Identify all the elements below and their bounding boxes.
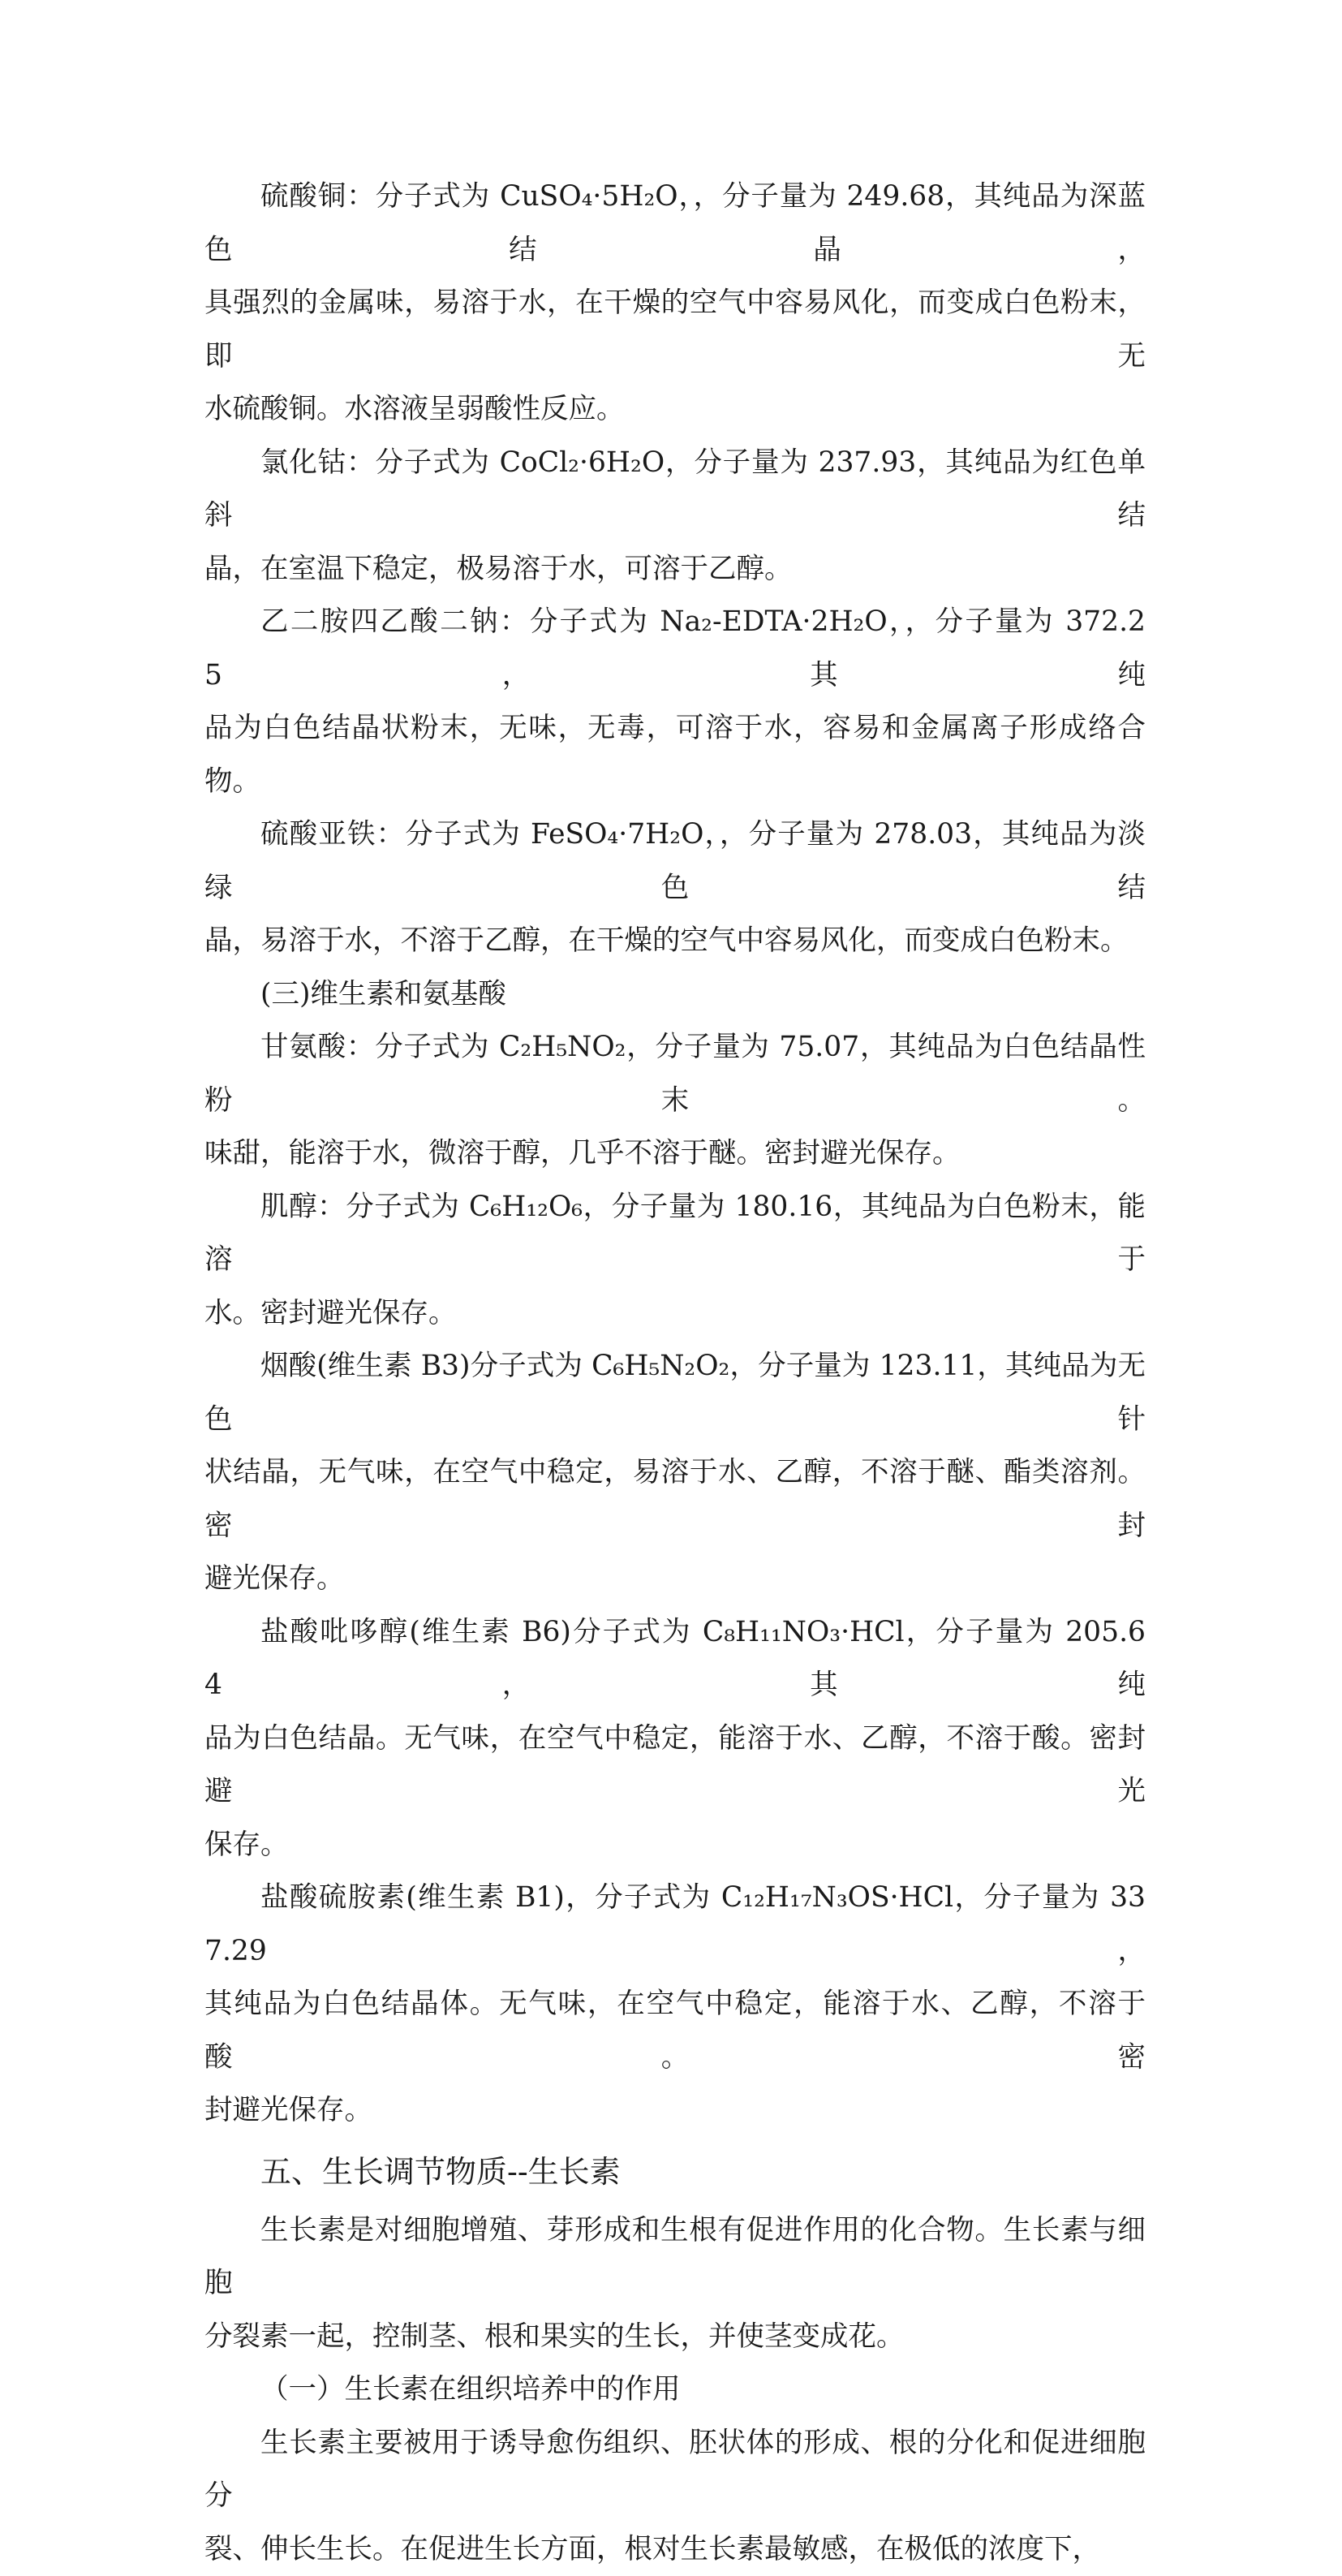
text-line: 避光保存。: [204, 1553, 1146, 1606]
text-line: 其纯品为白色结晶体。无气味，在空气中稳定，能溶于水、乙醇，不溶于酸。密: [204, 1978, 1146, 2084]
text-line: 味甜，能溶于水，微溶于醇，几乎不溶于醚。密封避光保存。: [204, 1127, 1146, 1181]
text-line: 盐酸硫胺素(维生素 B1)，分子式为 C₁₂H₁₇N₃OS·HCl，分子量为 337.29，: [204, 1872, 1146, 1978]
text-line: 盐酸吡哆醇(维生素 B6)分子式为 C₈H₁₁NO₃·HCl，分子量为 205.64，其纯: [204, 1606, 1146, 1712]
subheading-auxin-role: （一）生长素在组织培养中的作用: [204, 2363, 1146, 2417]
text-line: 分裂素一起，控制茎、根和果实的生长，并使茎变成花。: [204, 2311, 1146, 2364]
paragraph-cobalt-chloride: [204, 437, 1146, 597]
text-line: 水硫酸铜。水溶液呈弱酸性反应。: [204, 383, 1146, 437]
text-line: 生长素主要被用于诱导愈伤组织、胚状体的形成、根的分化和促进细胞分: [204, 2417, 1146, 2523]
text-line: 水。密封避光保存。: [204, 1287, 1146, 1341]
paragraph-thiamine: [204, 1872, 1146, 2138]
text-line: 乙二胺四乙酸二钠：分子式为 Na₂-EDTA·2H₂O，，分子量为 372.25，其纯: [204, 596, 1146, 702]
text-line: 品为白色结晶。无气味，在空气中稳定，能溶于水、乙醇，不溶于酸。密封避光: [204, 1712, 1146, 1819]
text-line: 保存。: [204, 1819, 1146, 1872]
subheading-vitamins-amino-acids: (三)维生素和氨基酸: [204, 968, 1146, 1022]
text-line: 烟酸(维生素 B3)分子式为 C₆H₅N₂O₂，分子量为 123.11，其纯品为无色针: [204, 1340, 1146, 1446]
paragraph-pyridoxine: [204, 1606, 1146, 1872]
text-line: 甘氨酸：分子式为 C₂H₅NO₂，分子量为 75.07，其纯品为白色结晶性粉末。: [204, 1021, 1146, 1127]
page-content: [204, 170, 1146, 2576]
text-line: 裂、伸长生长。在促进生长方面，根对生长素最敏感，在极低的浓度下，: [204, 2523, 1146, 2576]
section-heading-growth-regulators: 五、生长调节物质--生长素: [204, 2139, 1146, 2204]
paragraph-auxin-role: [204, 2417, 1146, 2576]
text-line: 氯化钴：分子式为 CoCl₂·6H₂O，分子量为 237.93，其纯品为红色单斜结: [204, 437, 1146, 543]
paragraph-niacin: [204, 1340, 1146, 1606]
text-line: 晶，易溶于水，不溶于乙醇，在干燥的空气中容易风化，而变成白色粉末。: [204, 915, 1146, 968]
paragraph-edta: [204, 596, 1146, 808]
paragraph-inositol: [204, 1181, 1146, 1341]
text-line: 封避光保存。: [204, 2084, 1146, 2138]
text-line: 硫酸铜：分子式为 CuSO₄·5H₂O，，分子量为 249.68，其纯品为深蓝色结晶，: [204, 170, 1146, 277]
paragraph-auxin-intro: [204, 2204, 1146, 2364]
paragraph-ferrous-sulfate: [204, 808, 1146, 968]
text-line: 肌醇：分子式为 C₆H₁₂O₆，分子量为 180.16，其纯品为白色粉末，能溶于: [204, 1181, 1146, 1287]
text-line: 品为白色结晶状粉末，无味，无毒，可溶于水，容易和金属离子形成络合物。: [204, 702, 1146, 808]
text-line: 晶，在室温下稳定，极易溶于水，可溶于乙醇。: [204, 543, 1146, 597]
text-line: 状结晶，无气味，在空气中稳定，易溶于水、乙醇，不溶于醚、酯类溶剂。密封: [204, 1446, 1146, 1553]
text-line: 具强烈的金属味，易溶于水，在干燥的空气中容易风化，而变成白色粉末，即无: [204, 277, 1146, 383]
text-line: 生长素是对细胞增殖、芽形成和生根有促进作用的化合物。生长素与细胞: [204, 2204, 1146, 2311]
text-line: 硫酸亚铁：分子式为 FeSO₄·7H₂O，，分子量为 278.03，其纯品为淡绿色结: [204, 808, 1146, 915]
paragraph-glycine: [204, 1021, 1146, 1181]
paragraph-copper-sulfate: [204, 170, 1146, 437]
